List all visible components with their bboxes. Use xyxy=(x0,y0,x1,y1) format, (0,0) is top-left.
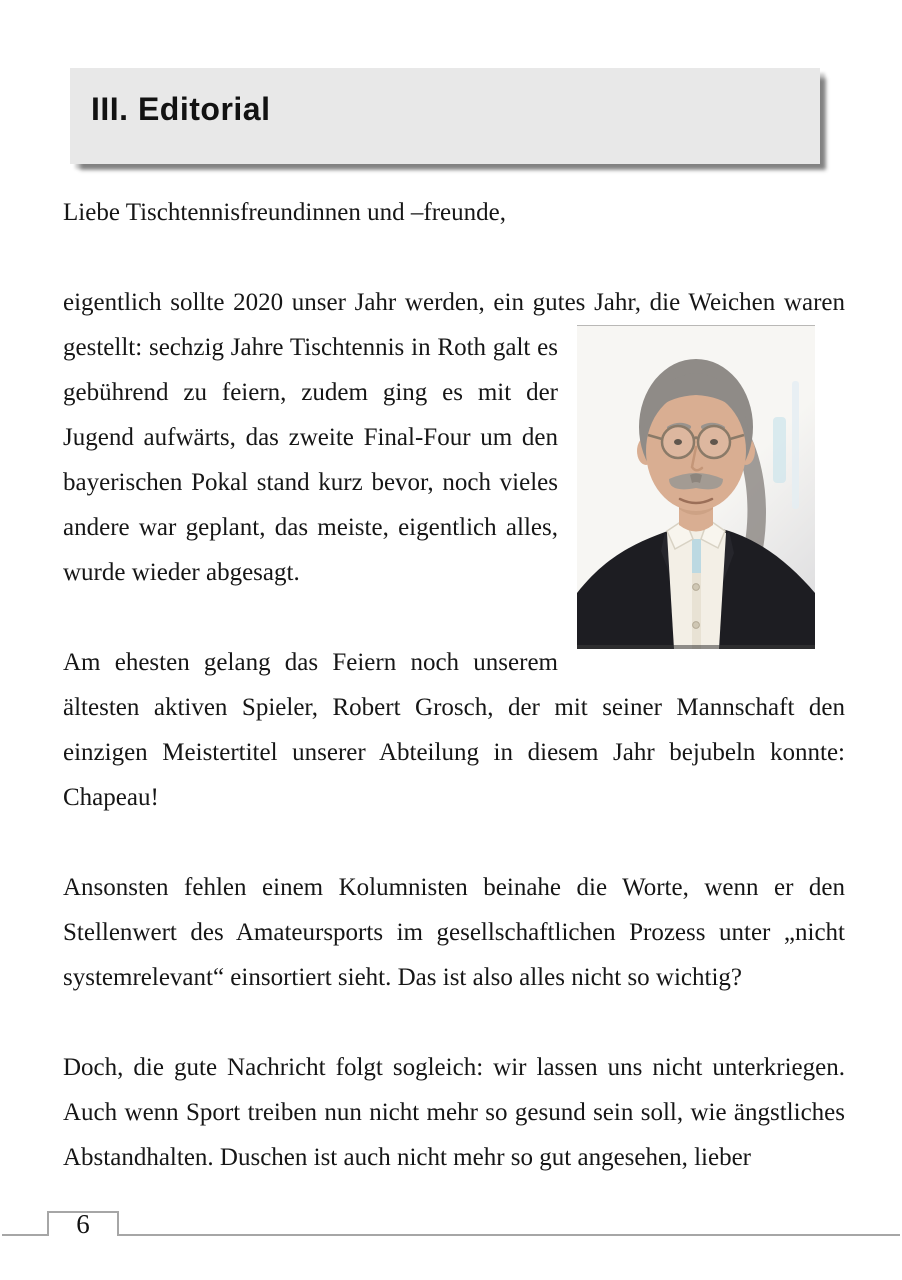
section-header-box xyxy=(70,68,820,164)
intro-paragraph xyxy=(63,280,845,595)
salutation-paragraph: Liebe Tischtennisfreundinnen und –freunde, xyxy=(63,199,506,226)
page-number: 6 xyxy=(76,1209,90,1239)
page-number-box xyxy=(47,1209,119,1239)
content-area xyxy=(63,190,845,1225)
footer-rule-right xyxy=(119,1234,900,1236)
portrait-illustration-icon xyxy=(577,325,815,649)
intro-paragraph-text: eigentlich sollte 2020 unser Jahr werden, ein gutes Jahr, die Weichen waren gestellt: sechzig Jahre Tischtennis in Roth galt es gebührend zu feiern, zudem ging es mit der Jugend aufwärts, das zweite Final-Four um den bayerischen Pokal stand kurz bevor, noch vieles andere war geplant, das meiste, eigentlich alles, wurde wieder abgesagt. xyxy=(63,289,845,586)
footer-rule-left xyxy=(2,1234,47,1236)
editor-portrait-photo xyxy=(577,325,815,649)
section-title: III. Editorial xyxy=(91,90,271,127)
good-news-paragraph: Doch, die gute Nachricht folgt sogleich: wir lassen uns nicht unterkriegen. Auch wenn Sport treiben nun nicht mehr so gesund sein soll, wie ängstliches Abstandhalten. Duschen ist auch nicht mehr so gut angesehen, lieber xyxy=(63,1054,845,1171)
celebration-paragraph: Am ehesten gelang das Feiern noch unserem ältesten aktiven Spieler, Robert Grosch, der mit seiner Mannschaft den einzigen Meistertitel unserer Abteilung in diesem Jahr bejubeln konnte: Chapeau! xyxy=(63,649,845,811)
columnist-paragraph: Ansonsten fehlen einem Kolumnisten beinahe die Worte, wenn er den Stellenwert des Amateursports im gesellschaftlichen Prozess unter „nicht systemrelevant“ einsortiert sieht. Das ist also alles nicht so wichtig? xyxy=(63,874,845,991)
